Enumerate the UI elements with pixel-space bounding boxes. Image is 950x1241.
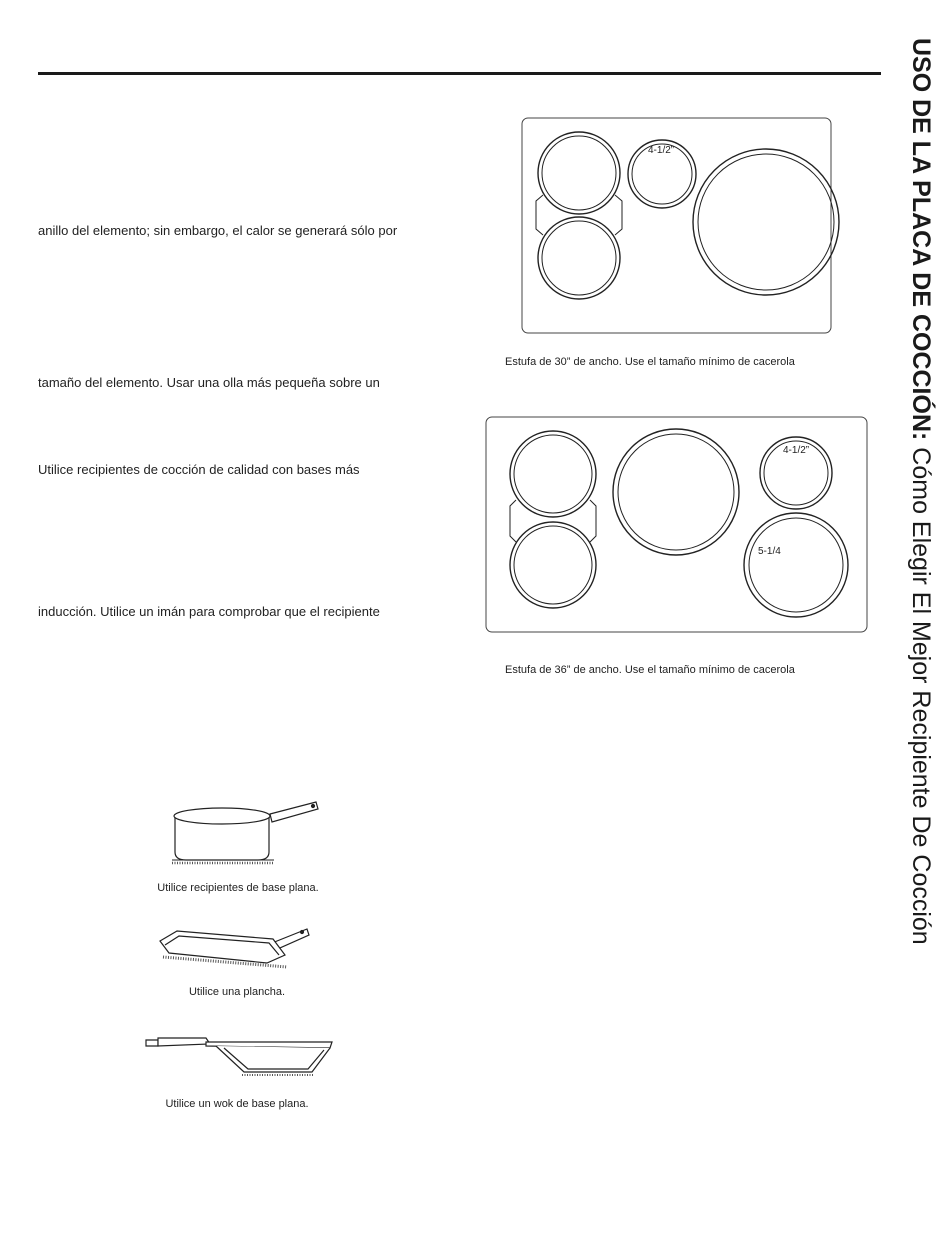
griddle-caption: Utilice una plancha.: [188, 986, 286, 998]
cooktop-30-diagram: [521, 117, 833, 335]
side-title-regular: Cómo Elegir El Mejor Recipiente De Cocción: [907, 447, 935, 945]
cooktop-36-diagram: [485, 416, 869, 634]
side-title: [905, 38, 937, 945]
header-rule: [38, 72, 881, 75]
paragraph-element-ring: anillo del elemento; sin embargo, el calor se generará sólo por: [38, 223, 398, 238]
cooktop-30-caption: Estufa de 30” de ancho. Use el tamaño mínimo de cacerola: [505, 356, 795, 368]
paragraph-quality-cookware: Utilice recipientes de cocción de calidad con bases más: [38, 462, 360, 477]
cooktop-36-label-bottom: 5-1/4: [758, 546, 781, 557]
cooktop-36-caption: Estufa de 36” de ancho. Use el tamaño mínimo de cacerola: [505, 664, 795, 676]
side-title-bold: USO DE LA PLACA DE COCCIÓN:: [907, 38, 935, 441]
cooktop-30-label: 4-1/2”: [648, 145, 675, 156]
paragraph-element-size: tamaño del elemento. Usar una olla más pequeña sobre un: [38, 375, 380, 390]
wok-icon: [144, 1036, 334, 1086]
cooktop-36-label-top: 4-1/2”: [783, 445, 810, 456]
saucepan-caption: Utilice recipientes de base plana.: [157, 882, 319, 894]
saucepan-icon: [166, 800, 326, 870]
wok-caption: Utilice un wok de base plana.: [165, 1098, 309, 1110]
griddle-icon: [155, 925, 315, 975]
paragraph-induction-magnet: inducción. Utilice un imán para comprobar que el recipiente: [38, 604, 380, 619]
